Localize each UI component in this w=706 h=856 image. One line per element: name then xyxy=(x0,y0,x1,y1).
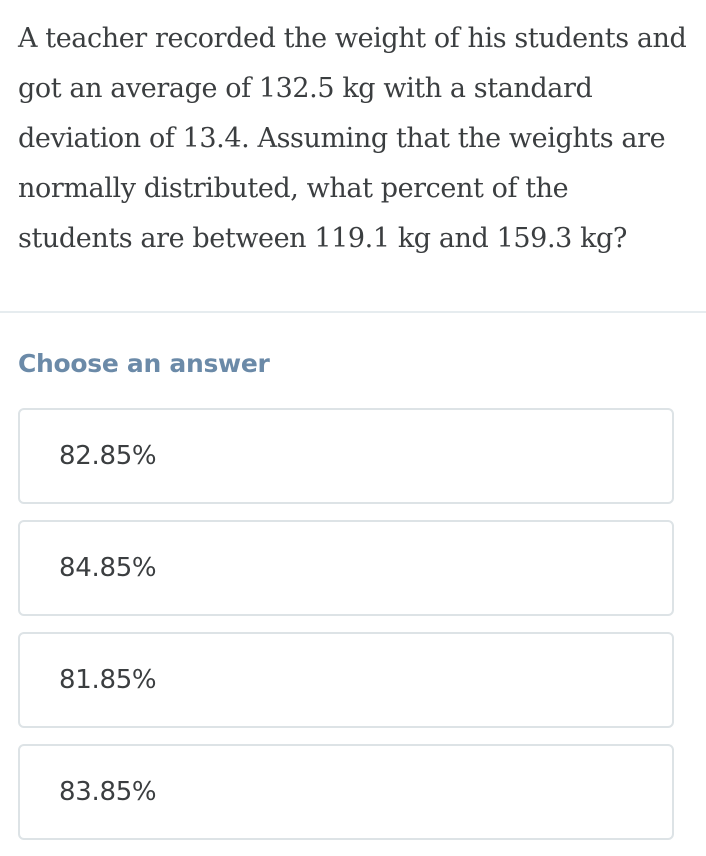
answer-option-3[interactable] xyxy=(18,632,674,728)
answer-option-label: 82.85% xyxy=(59,441,157,471)
section-divider xyxy=(0,311,706,313)
answer-option-1[interactable] xyxy=(18,408,674,504)
answer-option-2[interactable] xyxy=(18,520,674,616)
answer-option-label: 84.85% xyxy=(59,553,157,583)
question-text: A teacher recorded the weight of his students and got an average of 132.5 kg with a standard deviation of 13.4. Assuming that the weights are normally distributed, what percent of the students are between 119.1 kg and 159.3 kg? xyxy=(18,23,687,254)
answer-option-4[interactable] xyxy=(18,744,674,840)
choose-answer-heading: Choose an answer xyxy=(18,349,270,378)
answer-option-label: 81.85% xyxy=(59,665,157,695)
answer-option-label: 83.85% xyxy=(59,777,157,807)
answer-options-list xyxy=(18,408,674,856)
